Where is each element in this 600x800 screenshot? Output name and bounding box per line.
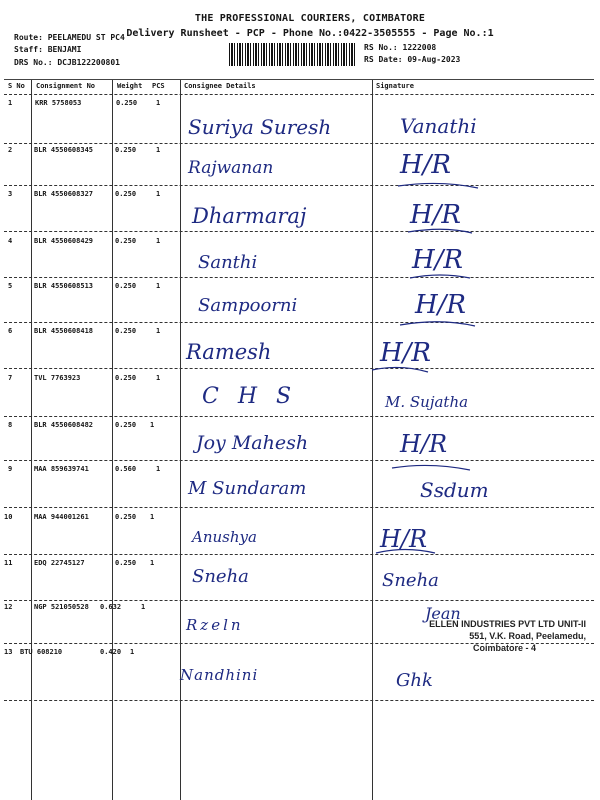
row-consignment: MAA 859639741 — [34, 465, 89, 473]
runsheet-subtitle: Delivery Runsheet - PCP - Phone No.:0422-3505555 - Page No.:1 — [126, 28, 494, 39]
consignee-handwriting: Anushya — [192, 528, 257, 546]
row-sno: 8 — [8, 421, 13, 429]
signature-handwriting: H/R — [380, 338, 432, 368]
row-pcs: 1 — [130, 648, 135, 656]
consignee-handwriting: Rajwanan — [188, 158, 274, 178]
row-weight: 0.632 — [100, 603, 122, 611]
row-sno: 11 — [4, 559, 13, 567]
signature-handwriting: Ssdum — [420, 478, 489, 502]
row-weight: 0.420 — [100, 648, 122, 656]
consignee-handwriting: Sampoorni — [198, 295, 298, 316]
row-sno: 9 — [8, 465, 13, 473]
signature-handwriting: H/R — [400, 430, 448, 458]
row-weight: 0.560 — [115, 465, 137, 473]
row-sno: 2 — [8, 146, 13, 154]
consignee-handwriting: Santhi — [198, 252, 258, 273]
signature-handwriting: H/R — [380, 525, 428, 553]
row-pcs: 1 — [156, 190, 161, 198]
consignee-handwriting: C H S — [202, 384, 298, 409]
signature-handwriting: H/R — [415, 290, 467, 320]
row-consignment: NGP 521050528 — [34, 603, 89, 611]
stamp-line: Coimbatore - 4 — [472, 643, 536, 653]
row-consignment: BTU 608210 — [20, 648, 63, 656]
row-pcs: 1 — [156, 465, 161, 473]
signature-handwriting: Vanathi — [400, 114, 477, 138]
col-header-consignee: Consignee Details — [184, 82, 256, 90]
row-pcs: 1 — [141, 603, 146, 611]
row-weight: 0.250 — [115, 559, 137, 567]
drs-number: DRS No.: DCJB122200801 — [14, 58, 120, 67]
signature-handwriting: H/R — [412, 245, 464, 275]
row-sno: 10 — [4, 513, 13, 521]
row-weight: 0.250 — [115, 513, 137, 521]
rs-date: RS Date: 09-Aug-2023 — [364, 55, 461, 64]
col-header-sno: S No — [8, 82, 25, 90]
row-sno: 4 — [8, 237, 13, 245]
row-consignment: MAA 944001261 — [34, 513, 89, 521]
row-consignment: TVL 7763923 — [34, 374, 81, 382]
signature-handwriting: H/R — [410, 200, 462, 230]
rs-number: RS No.: 1222008 — [364, 43, 437, 52]
signature-handwriting: Jean — [425, 604, 461, 623]
row-sno: 6 — [8, 327, 13, 335]
row-sno: 13 — [4, 648, 13, 656]
route-label: Route: PEELAMEDU ST PC4 — [14, 33, 125, 42]
row-consignment: BLR 4550608345 — [34, 146, 94, 154]
row-sno: 1 — [8, 99, 13, 107]
staff-label: Staff: BENJAMI — [14, 45, 82, 54]
signature-handwriting: Sneha — [382, 570, 439, 591]
consignee-handwriting: Sneha — [192, 566, 249, 587]
consignee-handwriting: Joy Mahesh — [196, 432, 309, 454]
row-consignment: BLR 4550608429 — [34, 237, 94, 245]
row-pcs: 1 — [156, 374, 161, 382]
row-weight: 0.250 — [115, 327, 137, 335]
row-pcs: 1 — [156, 146, 161, 154]
col-header-signature: Signature — [376, 82, 414, 90]
row-weight: 0.250 — [115, 282, 137, 290]
row-sno: 5 — [8, 282, 13, 290]
consignee-handwriting: M Sundaram — [188, 478, 307, 499]
consignee-handwriting: Rzeln — [186, 616, 244, 634]
company-title: THE PROFESSIONAL COURIERS, COIMBATORE — [194, 13, 426, 24]
row-consignment: BLR 4550608513 — [34, 282, 94, 290]
col-header-weight: Weight — [117, 82, 143, 90]
row-weight: 0.250 — [115, 374, 137, 382]
row-pcs: 1 — [156, 282, 161, 290]
signature-handwriting: H/R — [400, 150, 452, 180]
row-consignment: BLR 4550608418 — [34, 327, 94, 335]
row-consignment: EDQ 22745127 — [34, 559, 85, 567]
row-consignment: BLR 4550608327 — [34, 190, 94, 198]
col-header-pcs: PCS — [152, 82, 165, 90]
stamp-line: ELLEN INDUSTRIES PVT LTD UNIT-II — [429, 619, 586, 629]
row-pcs: 1 — [150, 559, 155, 567]
row-pcs: 1 — [150, 513, 155, 521]
consignee-handwriting: Dharmaraj — [192, 204, 307, 228]
consignee-handwriting: Ramesh — [186, 340, 272, 364]
row-pcs: 1 — [150, 421, 155, 429]
consignee-handwriting: Nandhini — [180, 666, 259, 684]
row-weight: 0.250 — [115, 190, 137, 198]
row-weight: 0.250 — [116, 99, 138, 107]
row-pcs: 1 — [156, 327, 161, 335]
signature-handwriting: Ghk — [396, 670, 433, 691]
stamp-line: 551, V.K. Road, Peelamedu, — [469, 631, 586, 641]
row-weight: 0.250 — [115, 146, 137, 154]
row-sno: 3 — [8, 190, 13, 198]
col-header-consignment: Consignment No — [36, 82, 96, 90]
row-weight: 0.250 — [115, 237, 137, 245]
row-pcs: 1 — [156, 237, 161, 245]
signature-handwriting: M. Sujatha — [385, 393, 469, 411]
row-weight: 0.250 — [115, 421, 137, 429]
row-consignment: KRR 5758053 — [35, 99, 82, 107]
consignee-handwriting: Suriya Suresh — [188, 115, 332, 139]
row-pcs: 1 — [156, 99, 161, 107]
row-sno: 7 — [8, 374, 13, 382]
row-consignment: BLR 4550608482 — [34, 421, 94, 429]
row-sno: 12 — [4, 603, 13, 611]
